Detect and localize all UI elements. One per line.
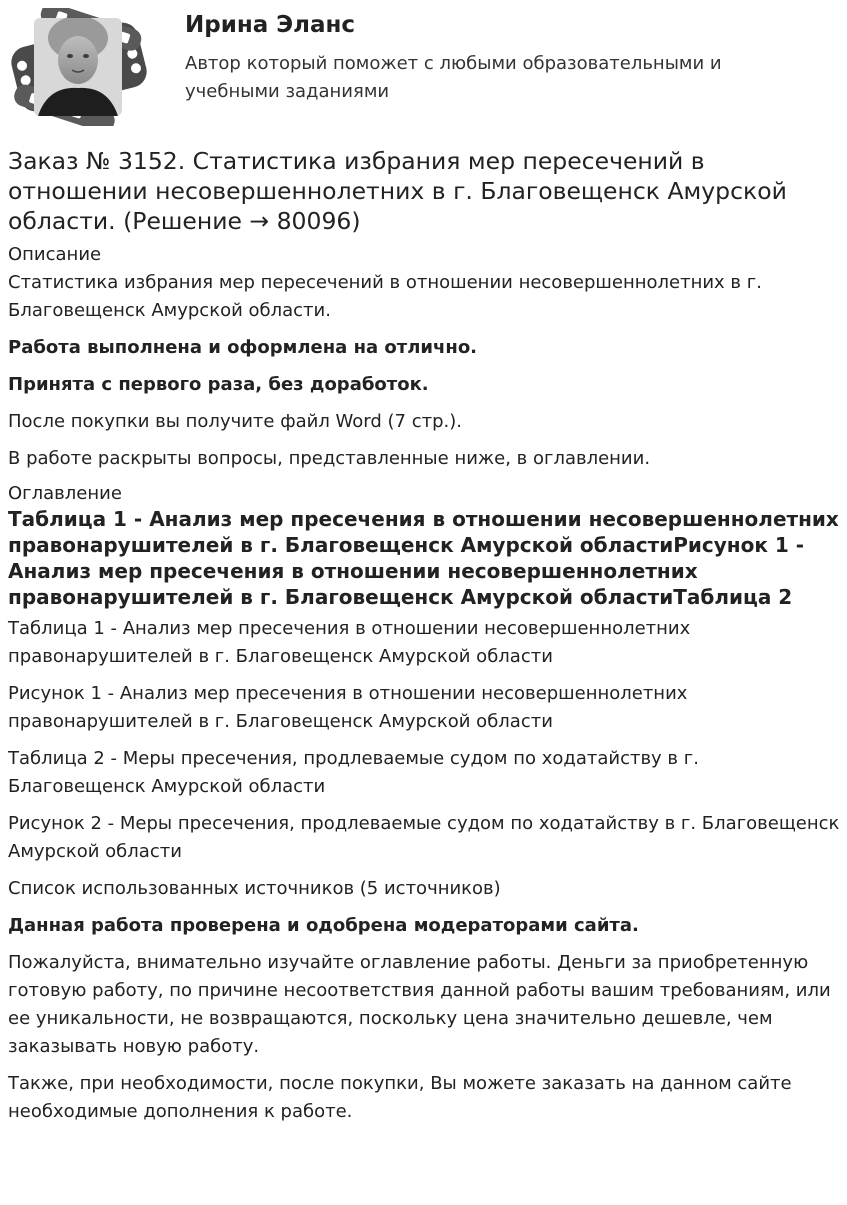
order-content	[8, 146, 840, 1135]
description-text: Статистика избрания мер пересечений в отношении несовершеннолетних в г. Благовещенск Амурской области.	[8, 272, 762, 321]
questions-info: В работе раскрыты вопросы, представленные ниже, в оглавлении.	[8, 448, 651, 469]
toc-item: Таблица 2 - Меры пресечения, продлеваемые судом по ходатайству в г. Благовещенск Амурской области	[8, 748, 699, 797]
toc-item: Таблица 1 - Анализ мер пресечения в отношении несовершеннолетних правонарушителей в г. Благовещенск Амурской области	[8, 618, 691, 667]
quality-note: Работа выполнена и оформлена на отлично.	[8, 337, 478, 358]
moderation-note: Данная работа проверена и одобрена модераторами сайта.	[8, 915, 639, 936]
additions-note: Также, при необходимости, после покупки, Вы можете заказать на данном сайте необходимые дополнения к работе.	[8, 1073, 792, 1122]
author-avatar	[8, 8, 150, 126]
order-title: Заказ № 3152. Статистика избрания мер пересечений в отношении несовершеннолетних в г. Благовещенск Амурской области. (Решение → 80096)	[8, 147, 787, 235]
toc-item: Список использованных источников (5 источников)	[8, 878, 501, 899]
author-description: Автор который поможет с любыми образовательными и учебными заданиями	[185, 53, 722, 102]
toc-summary: Таблица 1 - Анализ мер пресечения в отношении несовершеннолетних правонарушителей в г. Благовещенск Амурской областиРисунок 1 - Анализ мер пресечения в отношении несовершеннолетних правонарушителей в г. Благовещенск Амурской областиТаблица 2	[8, 507, 839, 609]
toc-label: Оглавление	[8, 483, 122, 504]
toc-item: Рисунок 2 - Меры пресечения, продлеваемые судом по ходатайству в г. Благовещенск Амурской области	[8, 813, 840, 862]
description-label: Описание	[8, 244, 102, 265]
author-name[interactable]: Ирина Эланс	[185, 12, 356, 38]
file-info: После покупки вы получите файл Word (7 стр.).	[8, 411, 463, 432]
refund-warning: Пожалуйста, внимательно изучайте оглавление работы. Деньги за приобретенную готовую работу, по причине несоответствия данной работы вашим требованиям, или ее уникальности, не возвращаются, поскольку цена значительно дешевле, чем заказывать новую работу.	[8, 952, 831, 1057]
accepted-note: Принята с первого раза, без доработок.	[8, 374, 429, 395]
toc-item: Рисунок 1 - Анализ мер пресечения в отношении несовершеннолетних правонарушителей в г. Благовещенск Амурской области	[8, 683, 688, 732]
author-header	[0, 0, 847, 130]
